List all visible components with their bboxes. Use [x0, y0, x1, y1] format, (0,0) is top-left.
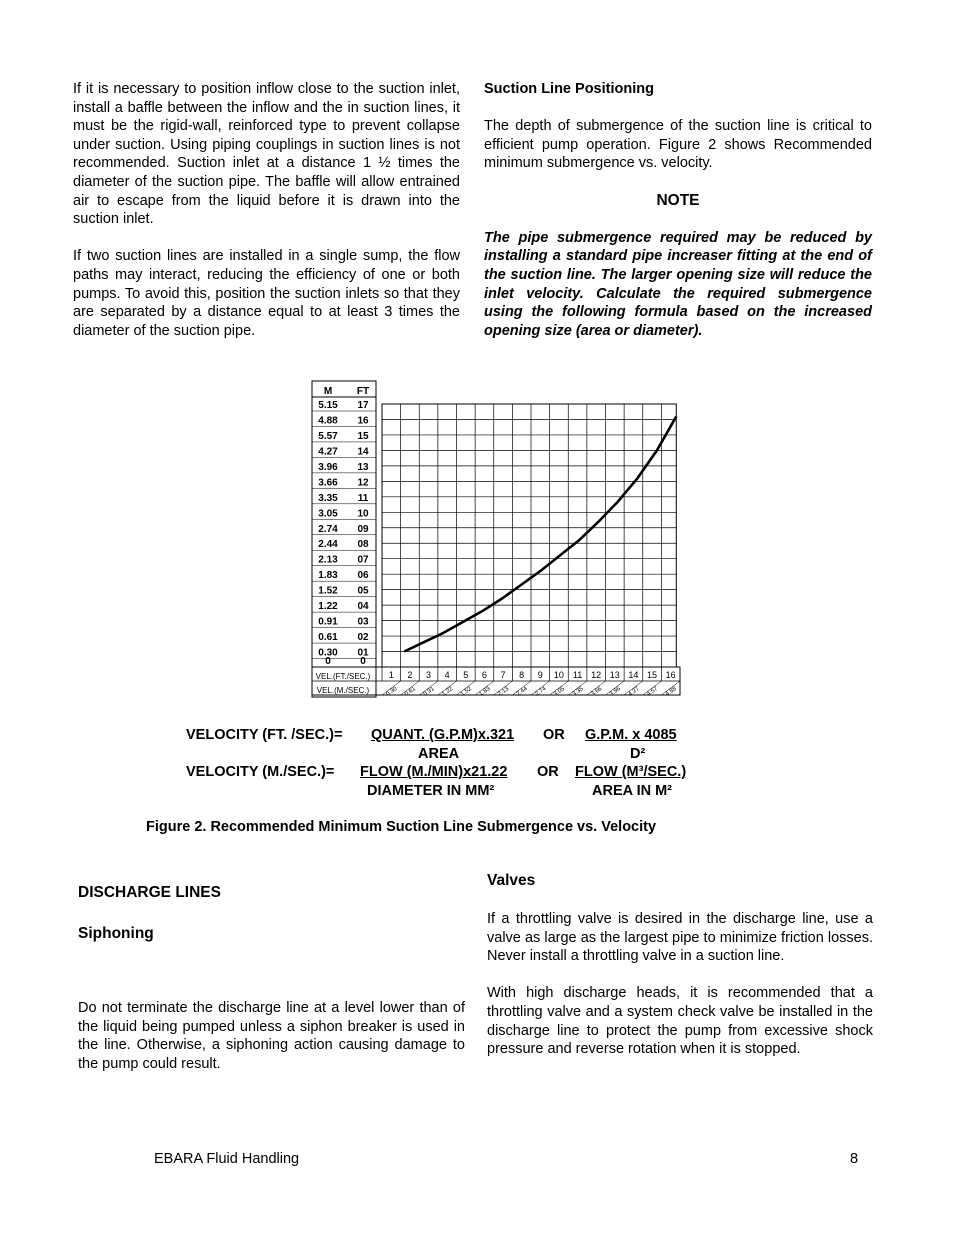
y-tick-label-ft: 15	[357, 430, 369, 442]
chart-grid	[382, 404, 676, 667]
y-tick-label-ft: 10	[357, 508, 369, 520]
y-tick-label-m: 2.13	[318, 554, 338, 566]
x-tick-label-m: 3.35	[571, 686, 585, 698]
x-tick-label-ft: 16	[665, 670, 676, 680]
y-tick-label-m: 0.91	[318, 616, 338, 628]
y-tick-label-m: 0.61	[318, 632, 338, 644]
y-tick-label-ft: 12	[357, 477, 369, 489]
inflow-baffle-paragraph: If it is necessary to position inflow close to the suction inlet, install a baffle between the inflow and the in suction lines, it must be the rigid-wall, reinforced type to prevent collapse under suction. Using piping couplings in suction lines is not recommended. Suction inlet at a distance 1 ½ times the diameter of the suction pipe. The baffle will allow entrained air to escape from the liquid before it is drawn into the suction inlet.	[73, 81, 460, 228]
siphoning-paragraph: Do not terminate the discharge line at a level lower than of the liquid being pumped unless a siphon breaker is used in the line. Otherwise, a siphoning action causing damage to the pump could result.	[78, 1000, 465, 1072]
x-tick-label-m: 2.74	[534, 686, 548, 698]
footer-company: EBARA Fluid Handling	[154, 1151, 300, 1167]
y-tick-label-m: 1.83	[318, 570, 338, 582]
footer-page-number: 8	[850, 1151, 859, 1167]
y-tick-label-ft: 08	[357, 539, 369, 551]
y-tick-label-ft: 04	[357, 601, 369, 613]
formula-flow-numerator: FLOW (M./MIN)x21.22	[360, 764, 508, 781]
x-tick-label-m: 0.91	[422, 686, 436, 698]
x-axis-label-m: VEL.(M./SEC.)	[316, 686, 370, 695]
y-tick-label-ft: 03	[357, 616, 369, 628]
y-tick-label-m: 3.66	[318, 477, 338, 489]
y-tick-label-m: 3.35	[318, 492, 338, 504]
submergence-curve	[404, 416, 676, 651]
note-heading: NOTE	[656, 191, 700, 209]
y-tick-label-m: 5.57	[318, 430, 338, 442]
x-tick-label-m: 4.57	[646, 686, 660, 698]
submergence-chart	[300, 375, 685, 700]
x-tick-label-ft: 5	[463, 670, 469, 680]
x-tick-label-m: 3.66	[590, 686, 604, 698]
y-tick-label-ft: 09	[357, 523, 369, 535]
x-tick-label-ft: 11	[572, 670, 583, 680]
x-tick-label-m: 1.52	[459, 686, 473, 698]
valves-paragraph-1: If a throttling valve is desired in the discharge line, use a valve as large as the largest pipe to minimize friction losses. Never install a throttling valve in a suction line.	[487, 911, 873, 965]
x-tick-label-ft: 8	[519, 670, 525, 680]
note-text: The pipe submergence required may be reduced by installing a standard pipe increaser fitting at the end of the suction line. The larger opening size will reduce the inlet velocity. Calculate the required submergence using the following formula based on the increased opening size (area or diameter).	[484, 229, 872, 339]
x-tick-label-m: 4.27	[627, 686, 641, 698]
x-tick-label-ft: 1	[388, 670, 394, 680]
y-tick-label-ft: 02	[357, 632, 369, 644]
x-tick-label-m: 0.30	[385, 686, 399, 698]
y-tick-label-m: 3.05	[318, 508, 338, 520]
y-tick-label-m: 0	[325, 656, 331, 667]
x-tick-label-m: 2.13	[497, 686, 511, 698]
x-tick-label-ft: 12	[591, 670, 602, 680]
formula-quant-numerator: QUANT. (G.P.M)x.321	[371, 727, 515, 743]
x-tick-label-m: 3.05	[553, 686, 567, 698]
x-tick-label-m: 1.83	[478, 686, 492, 698]
x-tick-label-m: 4.88	[664, 686, 678, 698]
left-column-top	[73, 80, 460, 340]
formula-block	[186, 726, 687, 800]
y-tick-label-m: 3.96	[318, 461, 338, 473]
formula-velocity-ft-label: VELOCITY (FT. /SEC.)=	[186, 727, 343, 743]
y-tick-label-ft: 11	[357, 492, 369, 504]
y-tick-label-m: 2.44	[318, 539, 338, 551]
formula-area-denominator: AREA	[418, 745, 460, 762]
y-tick-label-m: 2.74	[318, 523, 338, 535]
x-tick-label-ft: 3	[426, 670, 432, 680]
valves-paragraph-2: With high discharge heads, it is recommended that a throttling valve and a system check valve be installed in the discharge line to protect the pump from excessive shock pressure and reverse rotation when it is stopped.	[487, 985, 873, 1058]
y-tick-label-ft: 07	[357, 554, 369, 566]
y-tick-label-ft: 14	[357, 446, 369, 458]
y-tick-label-m: 1.52	[318, 585, 338, 597]
x-tick-label-m: 3.96	[608, 686, 622, 698]
x-tick-label-ft: 9	[537, 670, 543, 680]
formula-flow-m3-numerator: FLOW (M³/SEC.)	[575, 764, 687, 781]
valves-heading: Valves	[487, 872, 536, 889]
x-tick-label-m: 0.61	[404, 686, 418, 698]
siphoning-heading: Siphoning	[78, 925, 154, 942]
formula-area-m2-denominator: AREA IN M²	[592, 782, 673, 799]
y-axis-label-ft: FT	[356, 386, 370, 397]
y-tick-label-ft: 16	[357, 415, 369, 427]
x-tick-label-ft: 15	[647, 670, 658, 680]
y-tick-label-m: 1.22	[318, 601, 338, 613]
x-tick-label-ft: 4	[444, 670, 450, 680]
x-tick-label-m: 2.44	[515, 686, 529, 698]
y-tick-label-m: 4.27	[318, 446, 338, 458]
x-tick-label-ft: 13	[609, 670, 620, 680]
x-tick-label-ft: 2	[407, 670, 413, 680]
x-axis-label-ft: VEL.(FT./SEC.)	[315, 672, 371, 681]
suction-line-positioning-heading: Suction Line Positioning	[484, 81, 654, 97]
formula-d2-denominator: D²	[630, 745, 646, 762]
x-tick-label-ft: 14	[628, 670, 639, 680]
x-tick-label-ft: 7	[500, 670, 506, 680]
y-axis-label-m: M	[323, 386, 333, 397]
figure-caption: Figure 2. Recommended Minimum Suction Line Submergence vs. Velocity	[146, 819, 657, 835]
x-tick-label-ft: 10	[553, 670, 564, 680]
y-tick-label-ft: 06	[357, 570, 369, 582]
chart-y-ticks	[312, 400, 376, 667]
y-tick-label-m: 0.30	[318, 647, 338, 659]
y-tick-label-m: 5.15	[318, 400, 338, 411]
formula-diameter-denominator: DIAMETER IN MM²	[367, 782, 495, 799]
y-tick-label-ft: 05	[357, 585, 369, 597]
y-tick-label-m: 4.88	[318, 415, 338, 427]
two-suction-lines-paragraph: If two suction lines are installed in a single sump, the flow paths may interact, reducing the efficiency of one or both pumps. To avoid this, position the suction inlets so that they are separated by a distance equal to at least 3 times the diameter of the suction pipe.	[73, 248, 460, 339]
valves-text	[487, 910, 873, 1059]
y-tick-label-ft: 13	[357, 461, 369, 473]
formula-or-2: OR	[537, 764, 559, 781]
submergence-paragraph: The depth of submergence of the suction line is critical to efficient pump operation. Figure 2 shows Recommended minimum submergence vs. velocity.	[484, 118, 872, 172]
right-column-top	[484, 80, 872, 340]
formula-or-1: OR	[543, 727, 565, 743]
discharge-lines-heading: DISCHARGE LINES	[78, 884, 221, 901]
y-tick-label-ft: 17	[357, 400, 369, 411]
x-tick-label-ft: 6	[481, 670, 487, 680]
y-tick-label-ft: 01	[357, 647, 369, 659]
x-tick-label-m: 1.22	[441, 686, 455, 698]
formula-gpm-numerator: G.P.M. x 4085	[585, 727, 677, 743]
grid-border	[382, 404, 676, 667]
y-tick-label-ft: 0	[360, 656, 366, 667]
formula-velocity-m-label: VELOCITY (M./SEC.)=	[186, 764, 335, 781]
